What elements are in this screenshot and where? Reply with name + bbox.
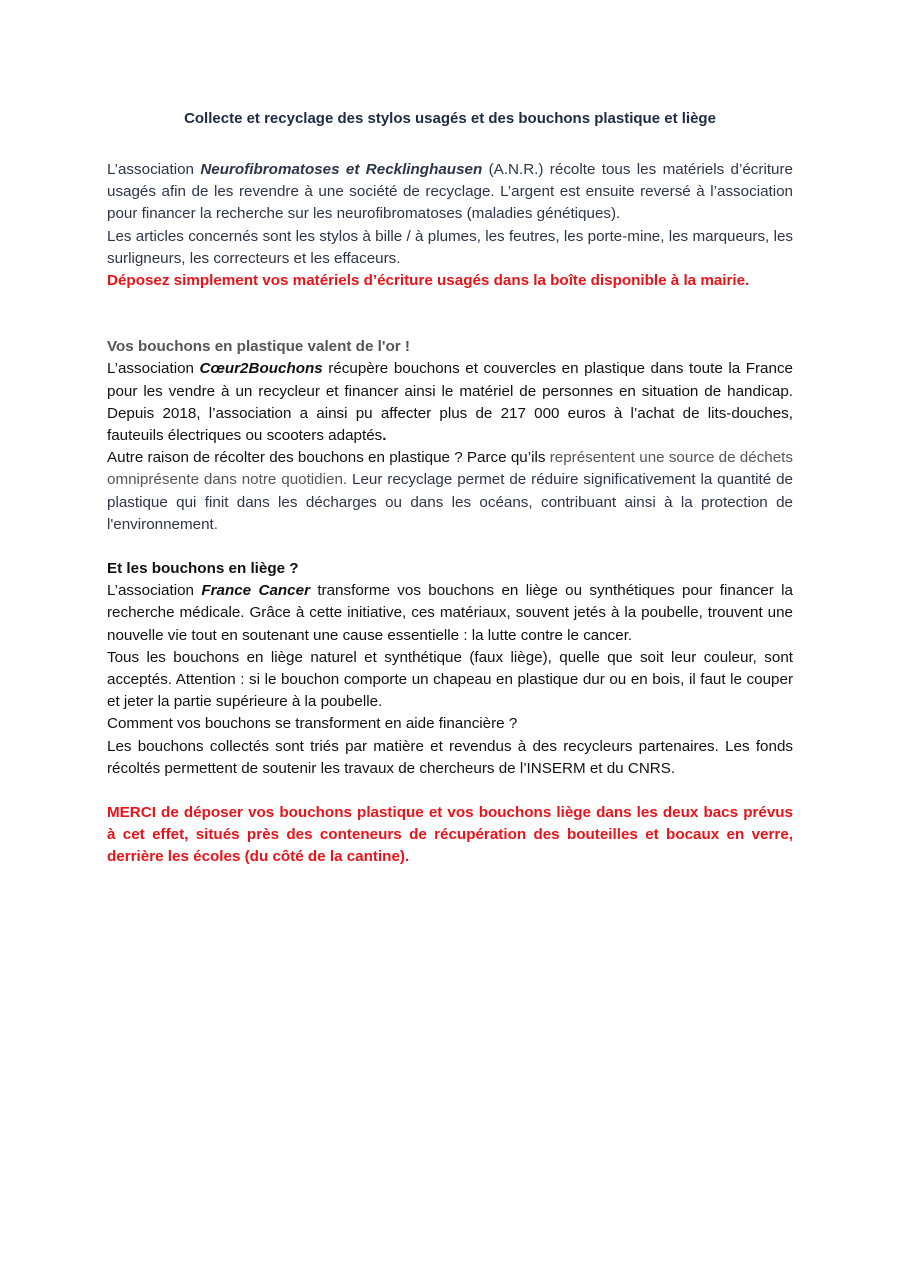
france-cancer-paragraph	[107, 580, 793, 647]
coeur2bouchons-org-name: Cœur2Bouchons	[199, 360, 323, 378]
cork-caps-heading: Et les bouchons en liège ?	[107, 560, 299, 578]
france-cancer-post: transforme vos bouchons en liège ou synthétiques pour financer la recherche médicale. Grâce à cette initiative, ces matériaux, souvent jetés à la poubelle, trouvent une nouvelle vie tout en soutenant une cause essentielle : la lutte contre le cancer.	[107, 582, 793, 644]
plastic-caps-heading: Vos bouchons en plastique valent de l'or !	[107, 338, 410, 356]
cork-accepted-paragraph: Tous les bouchons en liège naturel et synthétique (faux liège), quelle que soit leur couleur, sont acceptés. Attention : si le bouchon comporte un chapeau en plastique dur ou en bois, il faut le couper et jeter la partie supérieure à la poubelle.	[107, 648, 793, 711]
spacer	[107, 780, 793, 802]
document-page	[107, 108, 793, 869]
plastic-reason-c: Leur recyclage permet de réduire significativement la quantité de plastique qui finit dans les décharges ou dans les océans, contribuant ainsi à la protection de l'environnement	[107, 471, 793, 533]
plastic-reason-b: représentent une source de déchets omniprésente dans notre quotidien.	[107, 449, 793, 489]
coeur2bouchons-post: récupère bouchons et couvercles en plastique dans toute la France pour les vendre à un recycleur et financer ainsi le matériel de personnes en situation de handicap. Depuis 2018, l’association a ainsi pu affecter plus de 217 000 euros à l’achat de lits-douches, fauteuils électriques ou scooters adaptés	[107, 360, 793, 445]
plastic-reason-paragraph	[107, 447, 793, 536]
writing-items-paragraph: Les articles concernés sont les stylos à bille / à plumes, les feutres, les porte-mine, les marqueurs, les surligneurs, les correcteurs et les effaceurs.	[107, 227, 793, 267]
cork-question-paragraph: Comment vos bouchons se transforment en aide financière ?	[107, 715, 518, 733]
coeur2bouchons-end: .	[382, 427, 387, 445]
document-title: Collecte et recyclage des stylos usagés et des bouchons plastique et liège	[184, 110, 716, 127]
france-cancer-org-name: France Cancer	[201, 582, 310, 600]
spacer	[107, 536, 793, 558]
anr-intro-paragraph	[107, 159, 793, 226]
plastic-reason-d: .	[213, 515, 218, 533]
writing-items-notice: Déposez simplement vos matériels d’écriture usagés dans la boîte disponible à la mairie.	[107, 272, 750, 290]
spacer	[107, 292, 793, 336]
france-cancer-pre: L’association	[107, 582, 202, 600]
anr-intro-post: (A.N.R.) récolte tous les matériels d’écriture usagés afin de les revendre à une société de recyclage. L’argent est ensuite reversé à l’association pour financer la recherche sur les neurofibromatoses (maladies génétiques).	[107, 161, 794, 223]
closing-notice: MERCI de déposer vos bouchons plastique et vos bouchons liège dans les deux bacs prévus à cet effet, situés près des conteneurs de récupération des bouteilles et bocaux en verre, derrière les écoles (du côté de la cantine).	[107, 804, 793, 866]
coeur2bouchons-paragraph	[107, 358, 793, 447]
cork-funding-paragraph: Les bouchons collectés sont triés par matière et revendus à des recycleurs partenaires. Les fonds récoltés permettent de soutenir les travaux de chercheurs de l’INSERM et du CNRS.	[107, 737, 793, 777]
anr-intro-pre: L’association	[107, 161, 201, 178]
plastic-reason-a: Autre raison de récolter des bouchons en plastique ? Parce qu’ils	[107, 449, 550, 467]
anr-org-name: Neurofibromatoses et Recklinghausen	[200, 161, 483, 178]
coeur2bouchons-pre: L’association	[107, 360, 200, 378]
